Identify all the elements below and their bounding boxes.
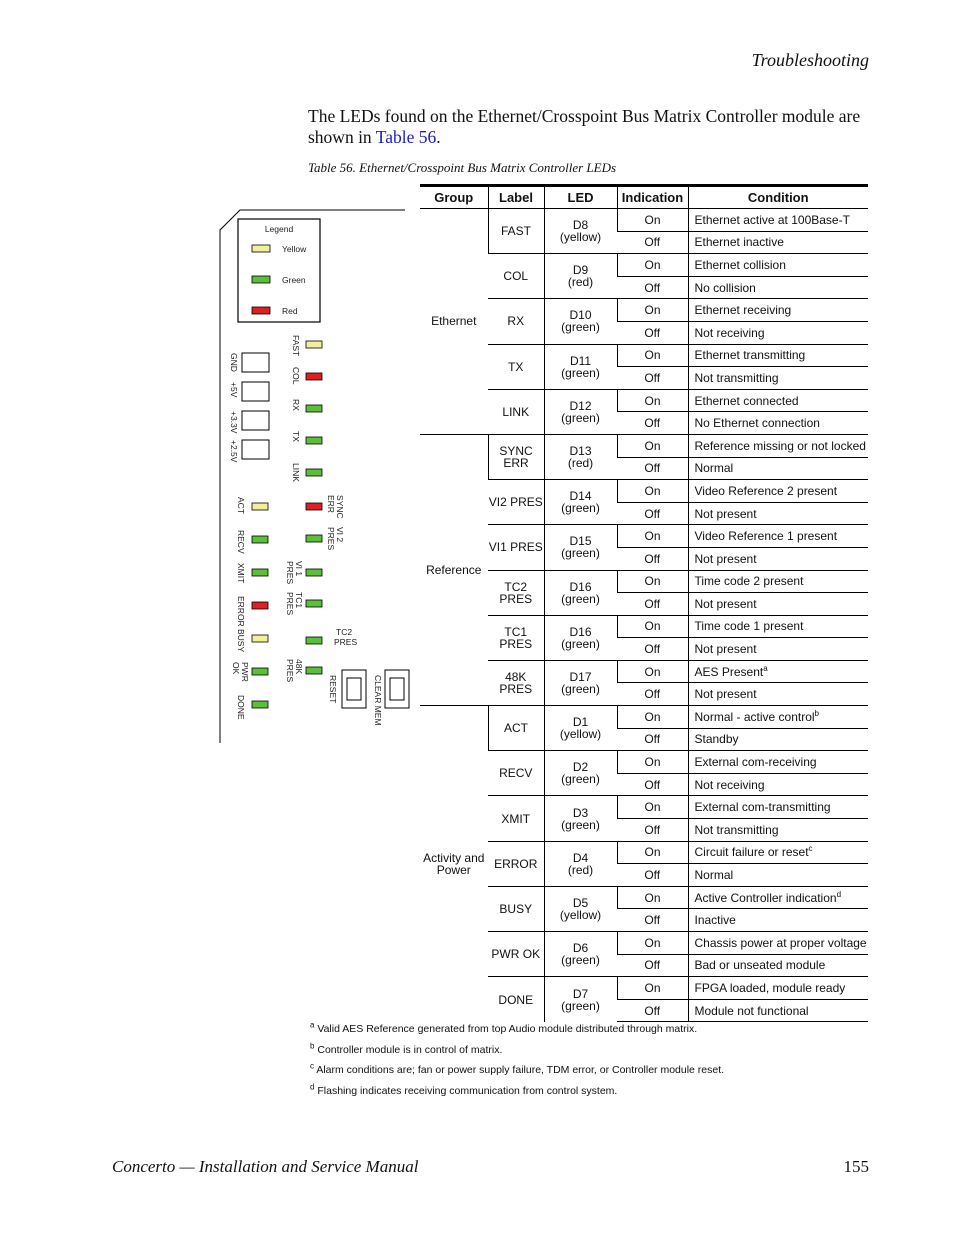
indication-cell: Off (617, 999, 688, 1022)
condition-cell: Inactive (688, 909, 868, 932)
led-label: FAST (291, 335, 301, 357)
led-cell: D10 (green) (544, 299, 617, 344)
condition-cell: AES Present$^a$ (688, 660, 868, 683)
footnote (310, 1041, 724, 1065)
condition-cell: Time code 2 present (688, 570, 868, 593)
footnote-mark: c (310, 1061, 314, 1071)
led-act (252, 503, 268, 510)
indication-cell: On (617, 615, 688, 638)
label-cell: VI1 PRES (488, 525, 544, 570)
condition-cell: Ethernet inactive (688, 231, 868, 254)
footnote-text: Controller module is in control of matrix. (314, 1043, 503, 1056)
led-cell: D4 (red) (544, 841, 617, 886)
intro-period: . (436, 127, 441, 147)
label-cell: TC2 PRES (488, 570, 544, 615)
legend-title: Legend (264, 224, 294, 234)
indication-cell: On (617, 977, 688, 1000)
label-cell: COL (488, 254, 544, 299)
controller-module-diagram (215, 205, 415, 750)
group-cell: Activity and Power (420, 706, 488, 1022)
indication-cell: On (617, 706, 688, 729)
table-row (420, 570, 868, 593)
footer-title: Concerto — Installation and Service Manual (112, 1157, 419, 1176)
led-cell: D5 (yellow) (544, 886, 617, 931)
led-table (420, 184, 868, 1022)
led-fast (306, 341, 322, 348)
table-caption: Table 56. Ethernet/Crosspoint Bus Matrix Controller LEDs (308, 160, 617, 175)
footnote-mark: a (310, 1020, 315, 1030)
table-row (420, 615, 868, 638)
column-header-condition: Condition (688, 186, 868, 209)
led-cell: D15 (green) (544, 525, 617, 570)
label-cell: TX (488, 344, 544, 389)
group-cell: Ethernet (420, 209, 488, 435)
indication-cell: On (617, 344, 688, 367)
condition-cell: Circuit failure or reset$^c$ (688, 841, 868, 864)
button-label: RESET (328, 675, 338, 704)
table-row (420, 977, 868, 1000)
led-label: ACT (236, 497, 246, 514)
led-label: OK (231, 662, 241, 675)
condition-cell: Normal (688, 864, 868, 887)
condition-cell: Video Reference 2 present (688, 480, 868, 503)
led-label: VI 1 (294, 561, 304, 577)
led-label: PRES (334, 637, 358, 647)
led-label: BUSY (236, 629, 246, 653)
label-cell: VI2 PRES (488, 480, 544, 525)
indication-cell: On (617, 389, 688, 412)
table-link[interactable]: Table 56 (375, 127, 437, 147)
led-48k-pres (306, 667, 322, 674)
footnote (310, 1061, 725, 1085)
table-row (420, 796, 868, 819)
led-cell: D8 (yellow) (544, 209, 617, 254)
legend-swatch-green (252, 276, 270, 283)
led-label: LINK (291, 463, 301, 482)
led-label: TX (291, 431, 301, 442)
indication-cell: Off (617, 819, 688, 842)
led-recv (252, 536, 268, 543)
column-header-label: Label (488, 186, 544, 209)
page-number: 155 (843, 1157, 869, 1176)
led-cell: D12 (green) (544, 389, 617, 434)
legend-box (238, 219, 320, 322)
table-row (420, 525, 868, 548)
condition-cell: Ethernet active at 100Base-T (688, 209, 868, 232)
table-row (420, 751, 868, 774)
label-cell: ACT (488, 706, 544, 751)
footnotes (310, 1020, 725, 1105)
indication-cell: On (617, 660, 688, 683)
condition-cell: Ethernet connected (688, 389, 868, 412)
indication-cell: On (617, 796, 688, 819)
condition-cell: Not transmitting (688, 819, 868, 842)
indication-cell: On (617, 841, 688, 864)
running-header: Troubleshooting (751, 50, 869, 70)
intro-paragraph (308, 106, 878, 148)
led-label: ERROR (236, 596, 246, 627)
test-point-box (242, 411, 269, 430)
condition-cell: External com-transmitting (688, 796, 868, 819)
led-vi-1-pres (306, 569, 322, 576)
label-cell: TC1 PRES (488, 615, 544, 660)
button-label: CLEAR MEM (373, 675, 383, 726)
footnote-mark: c (808, 844, 813, 854)
condition-cell: Time code 1 present (688, 615, 868, 638)
condition-cell: No Ethernet connection (688, 412, 868, 435)
footnote-text: Valid AES Reference generated from top Audio module distributed through matrix. (314, 1023, 698, 1035)
table-row (420, 706, 868, 729)
condition-cell: Not receiving (688, 773, 868, 796)
table-row (420, 254, 868, 277)
condition-cell: Standby (688, 728, 868, 751)
condition-cell: Reference missing or not locked (688, 434, 868, 457)
table-row (420, 209, 868, 232)
led-cell: D14 (green) (544, 480, 617, 525)
led-label: XMIT (236, 563, 246, 584)
footnote-text: Alarm conditions are; fan or power supply failure, TDM error, or Controller module reset. (314, 1064, 725, 1076)
indication-cell: On (617, 886, 688, 909)
led-rx (306, 405, 322, 412)
led-label: TC1 (294, 592, 304, 609)
label-cell: PWR OK (488, 932, 544, 977)
led-cell: D3 (green) (544, 796, 617, 841)
led-label: RECV (236, 530, 246, 554)
led-label: COL (291, 367, 301, 385)
indication-cell: Off (617, 909, 688, 932)
led-label: SYNC (335, 495, 345, 519)
condition-cell: Not present (688, 502, 868, 525)
footnote (310, 1020, 724, 1044)
legend-swatch-yellow (252, 245, 270, 252)
condition-cell: Video Reference 1 present (688, 525, 868, 548)
table-row (420, 344, 868, 367)
table-header-row (420, 186, 868, 209)
led-label: PRES (285, 561, 295, 585)
condition-cell: Ethernet collision (688, 254, 868, 277)
test-point-box (242, 440, 269, 459)
label-cell: RECV (488, 751, 544, 796)
condition-cell: Normal (688, 457, 868, 480)
indication-cell: Off (617, 728, 688, 751)
led-label: VI 2 (335, 527, 345, 543)
led-pwr-ok (252, 668, 268, 675)
legend-swatch-red (252, 307, 270, 314)
legend-label: Green (282, 275, 306, 285)
led-cell: D2 (green) (544, 751, 617, 796)
indication-cell: On (617, 751, 688, 774)
test-point-label: GND (229, 353, 239, 372)
label-cell: RX (488, 299, 544, 344)
footnote (310, 1082, 724, 1106)
condition-cell: Not receiving (688, 321, 868, 344)
intro-text: The LEDs found on the Ethernet/Crosspoint Bus Matrix Controller module are shown in (308, 106, 861, 147)
condition-cell: Module not functional (688, 999, 868, 1022)
condition-cell: Not present (688, 638, 868, 661)
led-label: PRES (326, 527, 336, 551)
led-label: PWR (240, 662, 250, 682)
indication-cell: Off (617, 276, 688, 299)
indication-cell: On (617, 480, 688, 503)
indication-cell: Off (617, 954, 688, 977)
footnote-text: Flashing indicates receiving communication from control system. (314, 1084, 618, 1097)
indication-cell: Off (617, 457, 688, 480)
led-busy (252, 635, 268, 642)
led-cell: D17 (green) (544, 660, 617, 705)
led-label: PRES (285, 659, 295, 683)
indication-cell: Off (617, 547, 688, 570)
indication-cell: Off (617, 593, 688, 616)
label-cell: SYNC ERR (488, 434, 544, 479)
label-cell: XMIT (488, 796, 544, 841)
led-cell: D13 (red) (544, 434, 617, 479)
table-row (420, 389, 868, 412)
indication-cell: Off (617, 638, 688, 661)
column-header-group: Group (420, 186, 488, 209)
label-cell: LINK (488, 389, 544, 434)
led-label: TC2 (336, 627, 353, 637)
test-point-box (242, 353, 269, 372)
condition-cell: Not present (688, 547, 868, 570)
led-cell: D11 (green) (544, 344, 617, 389)
indication-cell: Off (617, 502, 688, 525)
column-header-led: LED (544, 186, 617, 209)
led-xmit (252, 569, 268, 576)
condition-cell: Not transmitting (688, 367, 868, 390)
label-cell: DONE (488, 977, 544, 1022)
indication-cell: Off (617, 683, 688, 706)
button-inner-0 (347, 678, 361, 700)
condition-cell: External com-receiving (688, 751, 868, 774)
indication-cell: On (617, 434, 688, 457)
led-label: DONE (236, 695, 246, 720)
condition-cell: Active Controller indication$^d$ (688, 886, 868, 909)
led-table-container (420, 184, 868, 1022)
indication-cell: Off (617, 773, 688, 796)
label-cell: ERROR (488, 841, 544, 886)
column-header-indication: Indication (617, 186, 688, 209)
condition-cell: Not present (688, 593, 868, 616)
footnote-mark: d (836, 889, 842, 899)
indication-cell: On (617, 932, 688, 955)
led-label: RX (291, 399, 301, 411)
table-row (420, 841, 868, 864)
condition-cell: Bad or unseated module (688, 954, 868, 977)
led-cell: D1 (yellow) (544, 706, 617, 751)
led-cell: D16 (green) (544, 570, 617, 615)
condition-cell: Normal - active control$^b$ (688, 706, 868, 729)
led-cell: D6 (green) (544, 932, 617, 977)
condition-cell: Ethernet receiving (688, 299, 868, 322)
indication-cell: On (617, 525, 688, 548)
indication-cell: Off (617, 321, 688, 344)
led-error (252, 602, 268, 609)
label-cell: BUSY (488, 886, 544, 931)
led-vi-2-pres (306, 535, 322, 542)
indication-cell: On (617, 299, 688, 322)
indication-cell: Off (617, 231, 688, 254)
test-point-label: +2.5V (229, 440, 239, 463)
led-label: ERR (326, 495, 336, 513)
group-cell: Reference (420, 434, 488, 705)
table-row (420, 932, 868, 955)
footnote-mark: d (310, 1082, 315, 1091)
indication-cell: Off (617, 367, 688, 390)
led-label: PRES (285, 592, 295, 616)
led-tc2-pres (306, 637, 322, 644)
condition-cell: Chassis power at proper voltage (688, 932, 868, 955)
test-point-label: +3.3V (229, 411, 239, 434)
led-cell: D7 (green) (544, 977, 617, 1022)
led-link (306, 469, 322, 476)
label-cell: FAST (488, 209, 544, 254)
indication-cell: On (617, 570, 688, 593)
legend-label: Red (282, 306, 298, 316)
condition-cell: Ethernet transmitting (688, 344, 868, 367)
table-row (420, 480, 868, 503)
test-point-label: +5V (229, 382, 239, 398)
test-point-box (242, 382, 269, 401)
table-row (420, 660, 868, 683)
led-tx (306, 437, 322, 444)
legend-label: Yellow (282, 244, 307, 254)
led-col (306, 373, 322, 380)
footnote-mark: b (814, 708, 819, 718)
condition-cell: No collision (688, 276, 868, 299)
table-row (420, 434, 868, 457)
indication-cell: On (617, 254, 688, 277)
led-cell: D9 (red) (544, 254, 617, 299)
led-done (252, 701, 268, 708)
button-inner-1 (390, 678, 404, 700)
led-label: 48K (294, 659, 304, 675)
led-tc1-pres (306, 600, 322, 607)
label-cell: 48K PRES (488, 660, 544, 705)
table-row (420, 886, 868, 909)
table-row (420, 299, 868, 322)
indication-cell: Off (617, 412, 688, 435)
indication-cell: Off (617, 864, 688, 887)
footnote-mark: a (763, 663, 768, 673)
condition-cell: Not present (688, 683, 868, 706)
condition-cell: FPGA loaded, module ready (688, 977, 868, 1000)
led-sync-err (306, 503, 322, 510)
indication-cell: On (617, 209, 688, 232)
footnote-mark: b (310, 1041, 315, 1050)
led-cell: D16 (green) (544, 615, 617, 660)
